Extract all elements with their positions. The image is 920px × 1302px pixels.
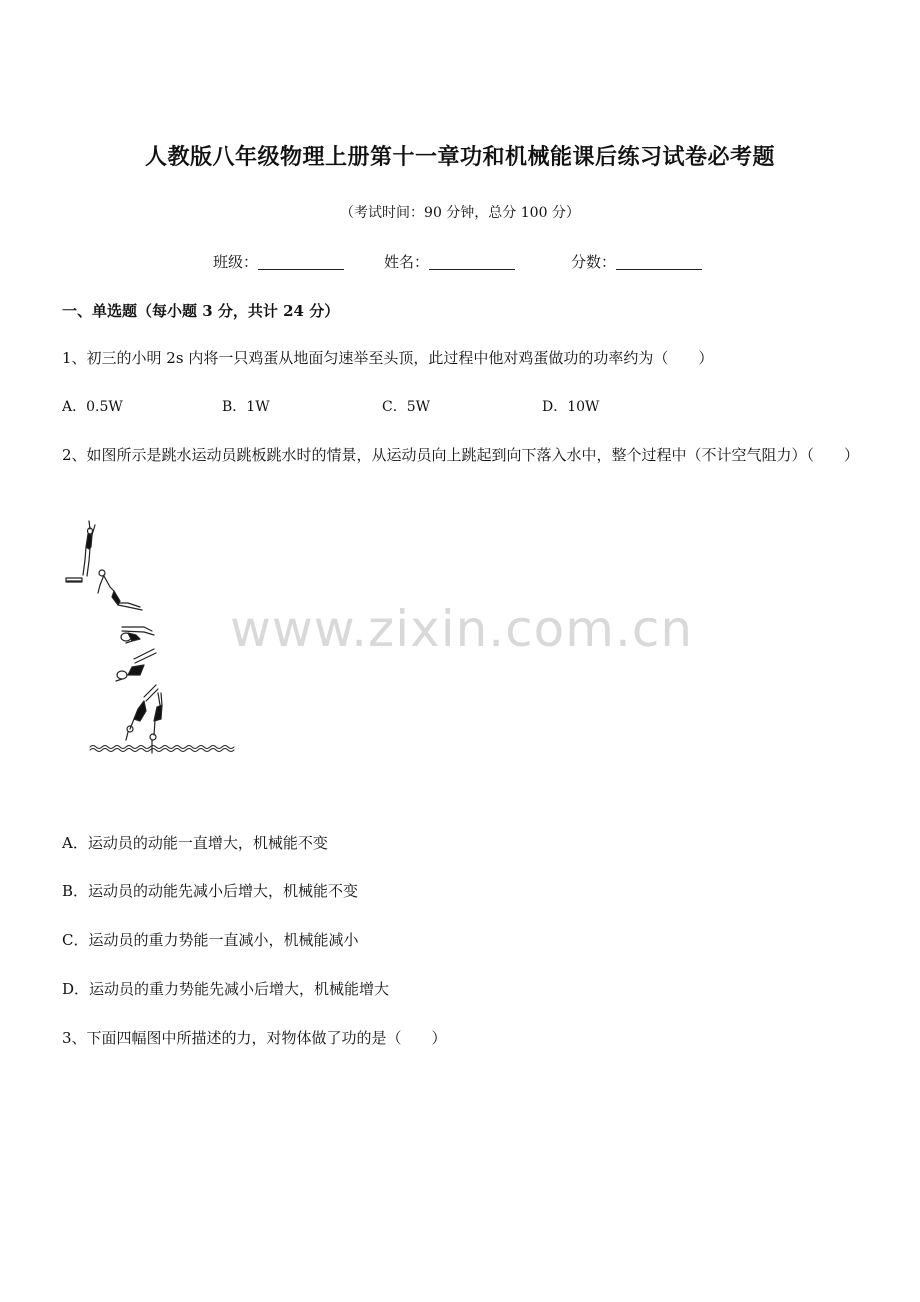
section-heading: 一、单选题（每小题 3 分，共计 24 分） — [62, 302, 340, 320]
watermark-text: www.zixin.com.cn — [230, 600, 694, 658]
score-field — [571, 251, 702, 272]
question-1-stem: 1、初三的小明 2s 内将一只鸡蛋从地面匀速举至头顶，此过程中他对鸡蛋做功的功率约为（ ） — [62, 349, 714, 367]
exam-time-note: （考试时间：90 分钟，总分 100 分） — [340, 205, 580, 221]
question-3-stem: 3、下面四幅图中所描述的力，对物体做了功的是（ ） — [62, 1029, 447, 1047]
name-label: 姓名： — [384, 253, 430, 271]
page-title: 人教版八年级物理上册第十一章功和机械能课后练习试卷必考题 — [144, 144, 775, 170]
option-d: D．10W — [542, 399, 600, 415]
option-b: B．1W — [222, 399, 270, 415]
name-blank[interactable] — [429, 253, 515, 270]
option-c: C．5W — [382, 399, 431, 415]
question-2-option-a: A．运动员的动能一直增大，机械能不变 — [62, 834, 328, 852]
question-2-option-c: C．运动员的重力势能一直减小，机械能减小 — [62, 931, 359, 949]
diving-sequence-illustration — [62, 515, 247, 760]
name-field — [384, 251, 515, 272]
question-2-option-b: B．运动员的动能先减小后增大，机械能不变 — [62, 882, 359, 900]
question-2-stem: 2、如图所示是跳水运动员跳板跳水时的情景，从运动员向上跳起到向下落入水中，整个过程中（不计空气阻力）（ ） — [62, 446, 860, 464]
class-label: 班级： — [213, 253, 259, 271]
score-label: 分数： — [571, 253, 617, 271]
class-blank[interactable] — [258, 253, 344, 270]
score-blank[interactable] — [616, 253, 702, 270]
question-2-option-d: D．运动员的重力势能先减小后增大，机械能增大 — [62, 980, 390, 998]
class-field — [213, 251, 344, 272]
option-a: A．0.5W — [62, 399, 123, 415]
